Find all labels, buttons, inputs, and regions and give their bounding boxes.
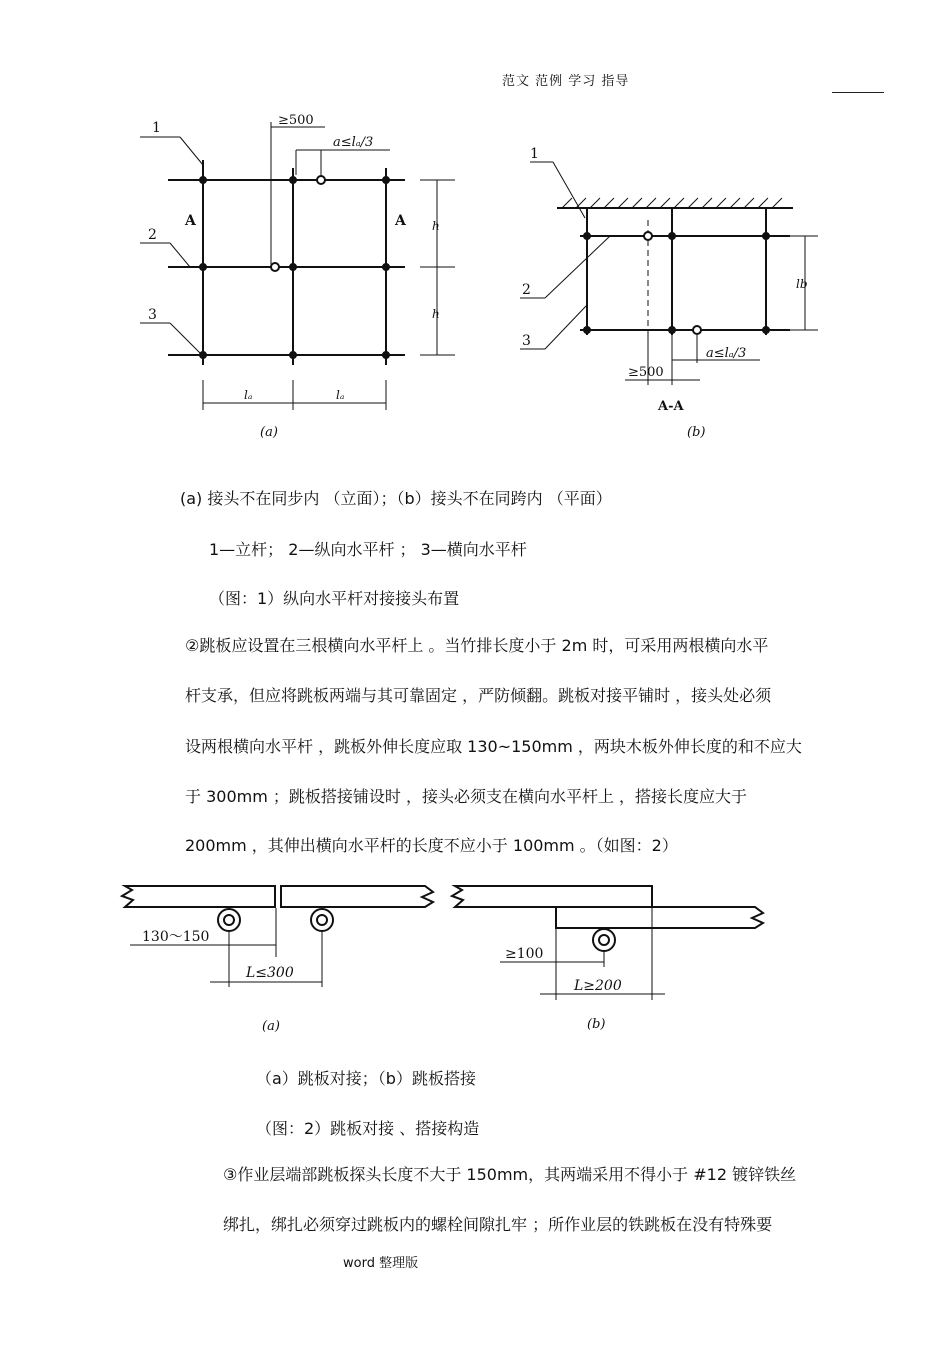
fig1a-dim-500: ≥500	[278, 113, 314, 128]
fig1a-dim-a: a≤lₐ/3	[333, 135, 374, 150]
figure-2	[0, 870, 950, 1040]
fig1a-section-mark-right: A	[395, 213, 406, 229]
fig1b-dim-a: a≤lₐ/3	[706, 346, 747, 361]
joint	[271, 263, 279, 271]
fig1-legend: 1—立杆； 2—纵向水平杆 ； 3—横向水平杆	[209, 540, 527, 559]
para2-line-4: 于 300mm ；跳板搭接铺设时 ，接头必须支在横向水平杆上 ，搭接长度应大于	[185, 787, 748, 806]
fig1a-dim-la2: lₐ	[336, 388, 345, 402]
fig2a-dim-ext: 130～150	[142, 929, 210, 945]
para2-line-3: 设两根横向水平杆 ，跳板外伸长度应取 130~150mm ，两块木板外伸长度的和不应大	[185, 737, 802, 756]
board-upper	[452, 886, 652, 907]
board-right	[281, 886, 433, 907]
fig1b-label-3: 3	[522, 333, 531, 349]
fig1a-caption: (a)	[260, 425, 278, 440]
fig2a-caption: (a)	[262, 1019, 280, 1034]
fig1a-dim-h2: h	[432, 307, 440, 321]
fig1b-section-label: A-A	[658, 399, 684, 414]
joint	[317, 176, 325, 184]
fig1b-label-2: 2	[522, 282, 531, 298]
fig1b-label-1: 1	[530, 146, 539, 162]
fig1b-caption: (b)	[687, 425, 706, 440]
fig2b-caption: (b)	[587, 1017, 606, 1032]
fig1b-dim-500: ≥500	[628, 365, 664, 380]
fig2b-dim-L: L≥200	[574, 978, 622, 994]
fig2-title: （图：2）跳板对接 、搭接构造	[256, 1119, 480, 1138]
board-left	[122, 886, 275, 907]
para3-line-1: ③作业层端部跳板探头长度不大于 150mm，其两端采用不得小于 #12 镀锌铁丝	[223, 1165, 797, 1184]
figure-1	[0, 0, 950, 450]
para3-line-2: 绑扎，绑扎必须穿过跳板内的螺栓间隙扎牢 ；所作业层的铁跳板在没有特殊要	[223, 1215, 773, 1234]
figure-1b	[520, 162, 818, 385]
fig1a-dim-la1: lₐ	[244, 388, 253, 402]
fig1b-dim-lb: lb	[796, 277, 808, 291]
fig1a-label-1: 1	[152, 120, 161, 136]
board-lower	[556, 907, 763, 928]
para2-line-2: 杆支承，但应将跳板两端与其可靠固定 ，严防倾翻。跳板对接平铺时 ，接头处必须	[185, 686, 772, 705]
fig1a-label-3: 3	[148, 307, 157, 323]
fig2-subcaption: （a）跳板对接；（b）跳板搭接	[256, 1069, 476, 1088]
page-footer: word 整理版	[343, 1256, 419, 1271]
fig1-subcaption: (a) 接头不在同步内 （立面）；（b）接头不在同跨内 （平面）	[180, 489, 612, 508]
figure-1a	[140, 122, 455, 410]
fig1a-section-mark-left: A	[185, 213, 196, 229]
fig1a-dim-h1: h	[432, 219, 440, 233]
fig2b-dim-ext: ≥100	[505, 946, 544, 962]
page-header: 范文 范例 学习 指导	[502, 74, 630, 89]
fig1a-label-2: 2	[148, 227, 157, 243]
fig2a-dim-L: L≤300	[246, 965, 294, 981]
fig1-title: （图：1）纵向水平杆对接接头布置	[209, 589, 460, 608]
para2-line-5: 200mm ，其伸出横向水平杆的长度不应小于 100mm 。（如图：2）	[185, 836, 678, 855]
para2-line-1: ②跳板应设置在三根横向水平杆上 。当竹排长度小于 2m 时，可采用两根横向水平	[185, 636, 769, 655]
